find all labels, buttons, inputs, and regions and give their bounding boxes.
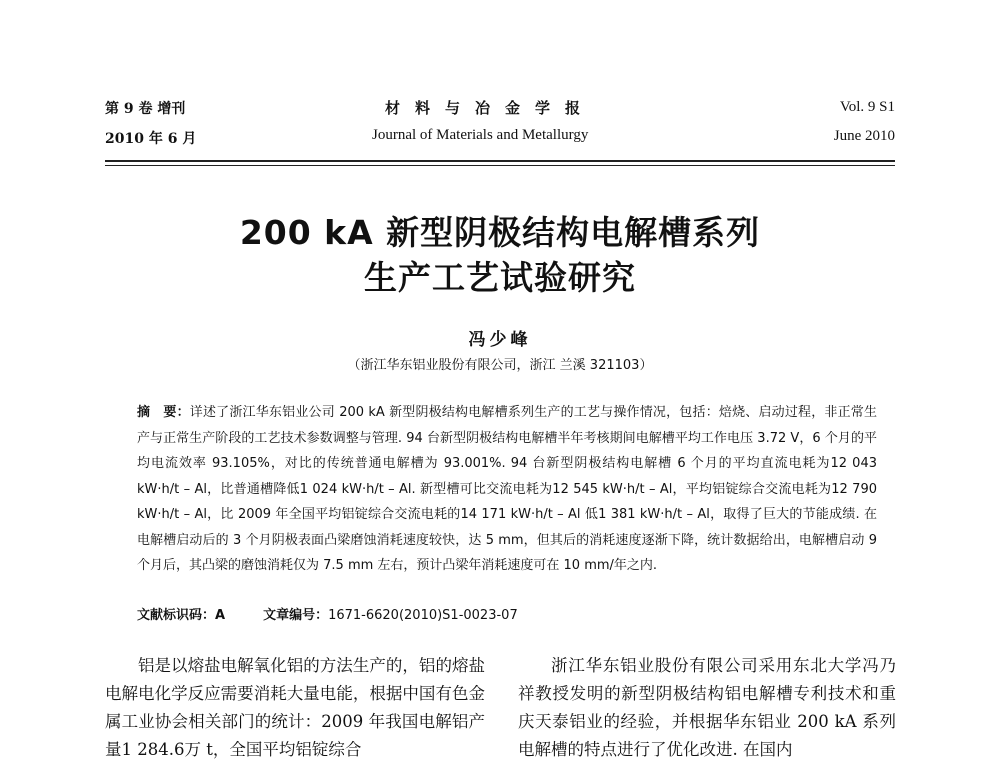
volume-en: Vol. 9 S1	[839, 99, 895, 115]
date-cn: 2010 年 6 月	[105, 131, 197, 147]
body-column-left: 铝是以熔盐电解氧化铝的方法生产的，铝的熔盐电解电化学反应需要消耗大量电能，根据中国有色金属工业协会相关部门的统计：2009 年我国电解铝产量1 284.6万 t，全国平均铝锭综合	[105, 656, 485, 759]
paper-title-line1: 200 kA 新型阴极结构电解槽系列	[239, 213, 761, 252]
header-rule-thick	[105, 160, 895, 162]
abstract	[137, 400, 877, 579]
author-name: 冯少峰	[468, 330, 532, 350]
doc-code-label: 文献标识码：	[137, 608, 216, 623]
paper-title-line2: 生产工艺试验研究	[364, 258, 636, 297]
journal-title-en: Journal of Materials and Metallurgy	[372, 127, 589, 143]
header-rule-thin	[105, 165, 895, 166]
journal-title-cn: 材料与冶金学报	[385, 99, 596, 117]
article-number-label: 文章编号：	[263, 608, 329, 623]
author-affiliation: （浙江华东铝业股份有限公司，浙江 兰溪 321103）	[347, 358, 653, 373]
date-en: June 2010	[833, 128, 895, 144]
doc-code-value: A	[215, 608, 226, 623]
document-identifiers	[137, 604, 518, 623]
article-number-value: 1671-6620(2010)S1-0023-07	[328, 608, 518, 623]
abstract-text: 详述了浙江华东铝业公司 200 kA 新型阴极结构电解槽系列生产的工艺与操作情况，包括：焙烧、启动过程，非正常生产与正常生产阶段的工艺技术参数调整与管理. 94 台新型阴极结构电解槽半年考核期间电解槽平均工作电压 3.72 V，6 个月的平均电流效率 93.105%，对比的传统普通电解槽为 93.001%. 94 台新型阴极结构电解槽 6 个月的平均直流电耗为12 043 kW·h/t – Al，比普通槽降低1 024 kW·h/t – Al. 新型槽可比交流电耗为12 545 kW·h/t – Al，平均铝锭综合交流电耗为12 790 kW·h/t – Al，比 2009 年全国平均铝锭综合交流电耗的14 171 kW·h/t – Al 低1 381 kW·h/t – Al，取得了巨大的节能成绩. 在电解槽启动后的 3 个月阴极表面凸梁磨蚀消耗速度较快，达 5 mm，但其后的消耗速度逐渐下降，统计数据给出，电解槽启动 9 个月后，其凸梁的磨蚀消耗仅为 7.5 mm 左右，预计凸梁年消耗速度可在 10 mm/年之内.	[137, 405, 877, 573]
abstract-label: 摘 要：	[137, 405, 190, 420]
body-column-right: 浙江华东铝业股份有限公司采用东北大学冯乃祥教授发明的新型阴极结构铝电解槽专利技术和重庆天泰铝业的经验，并根据华东铝业 200 kA 系列电解槽的特点进行了优化改进. 在国内	[518, 656, 896, 759]
volume-cn: 第 9 卷 增刊	[105, 101, 186, 117]
